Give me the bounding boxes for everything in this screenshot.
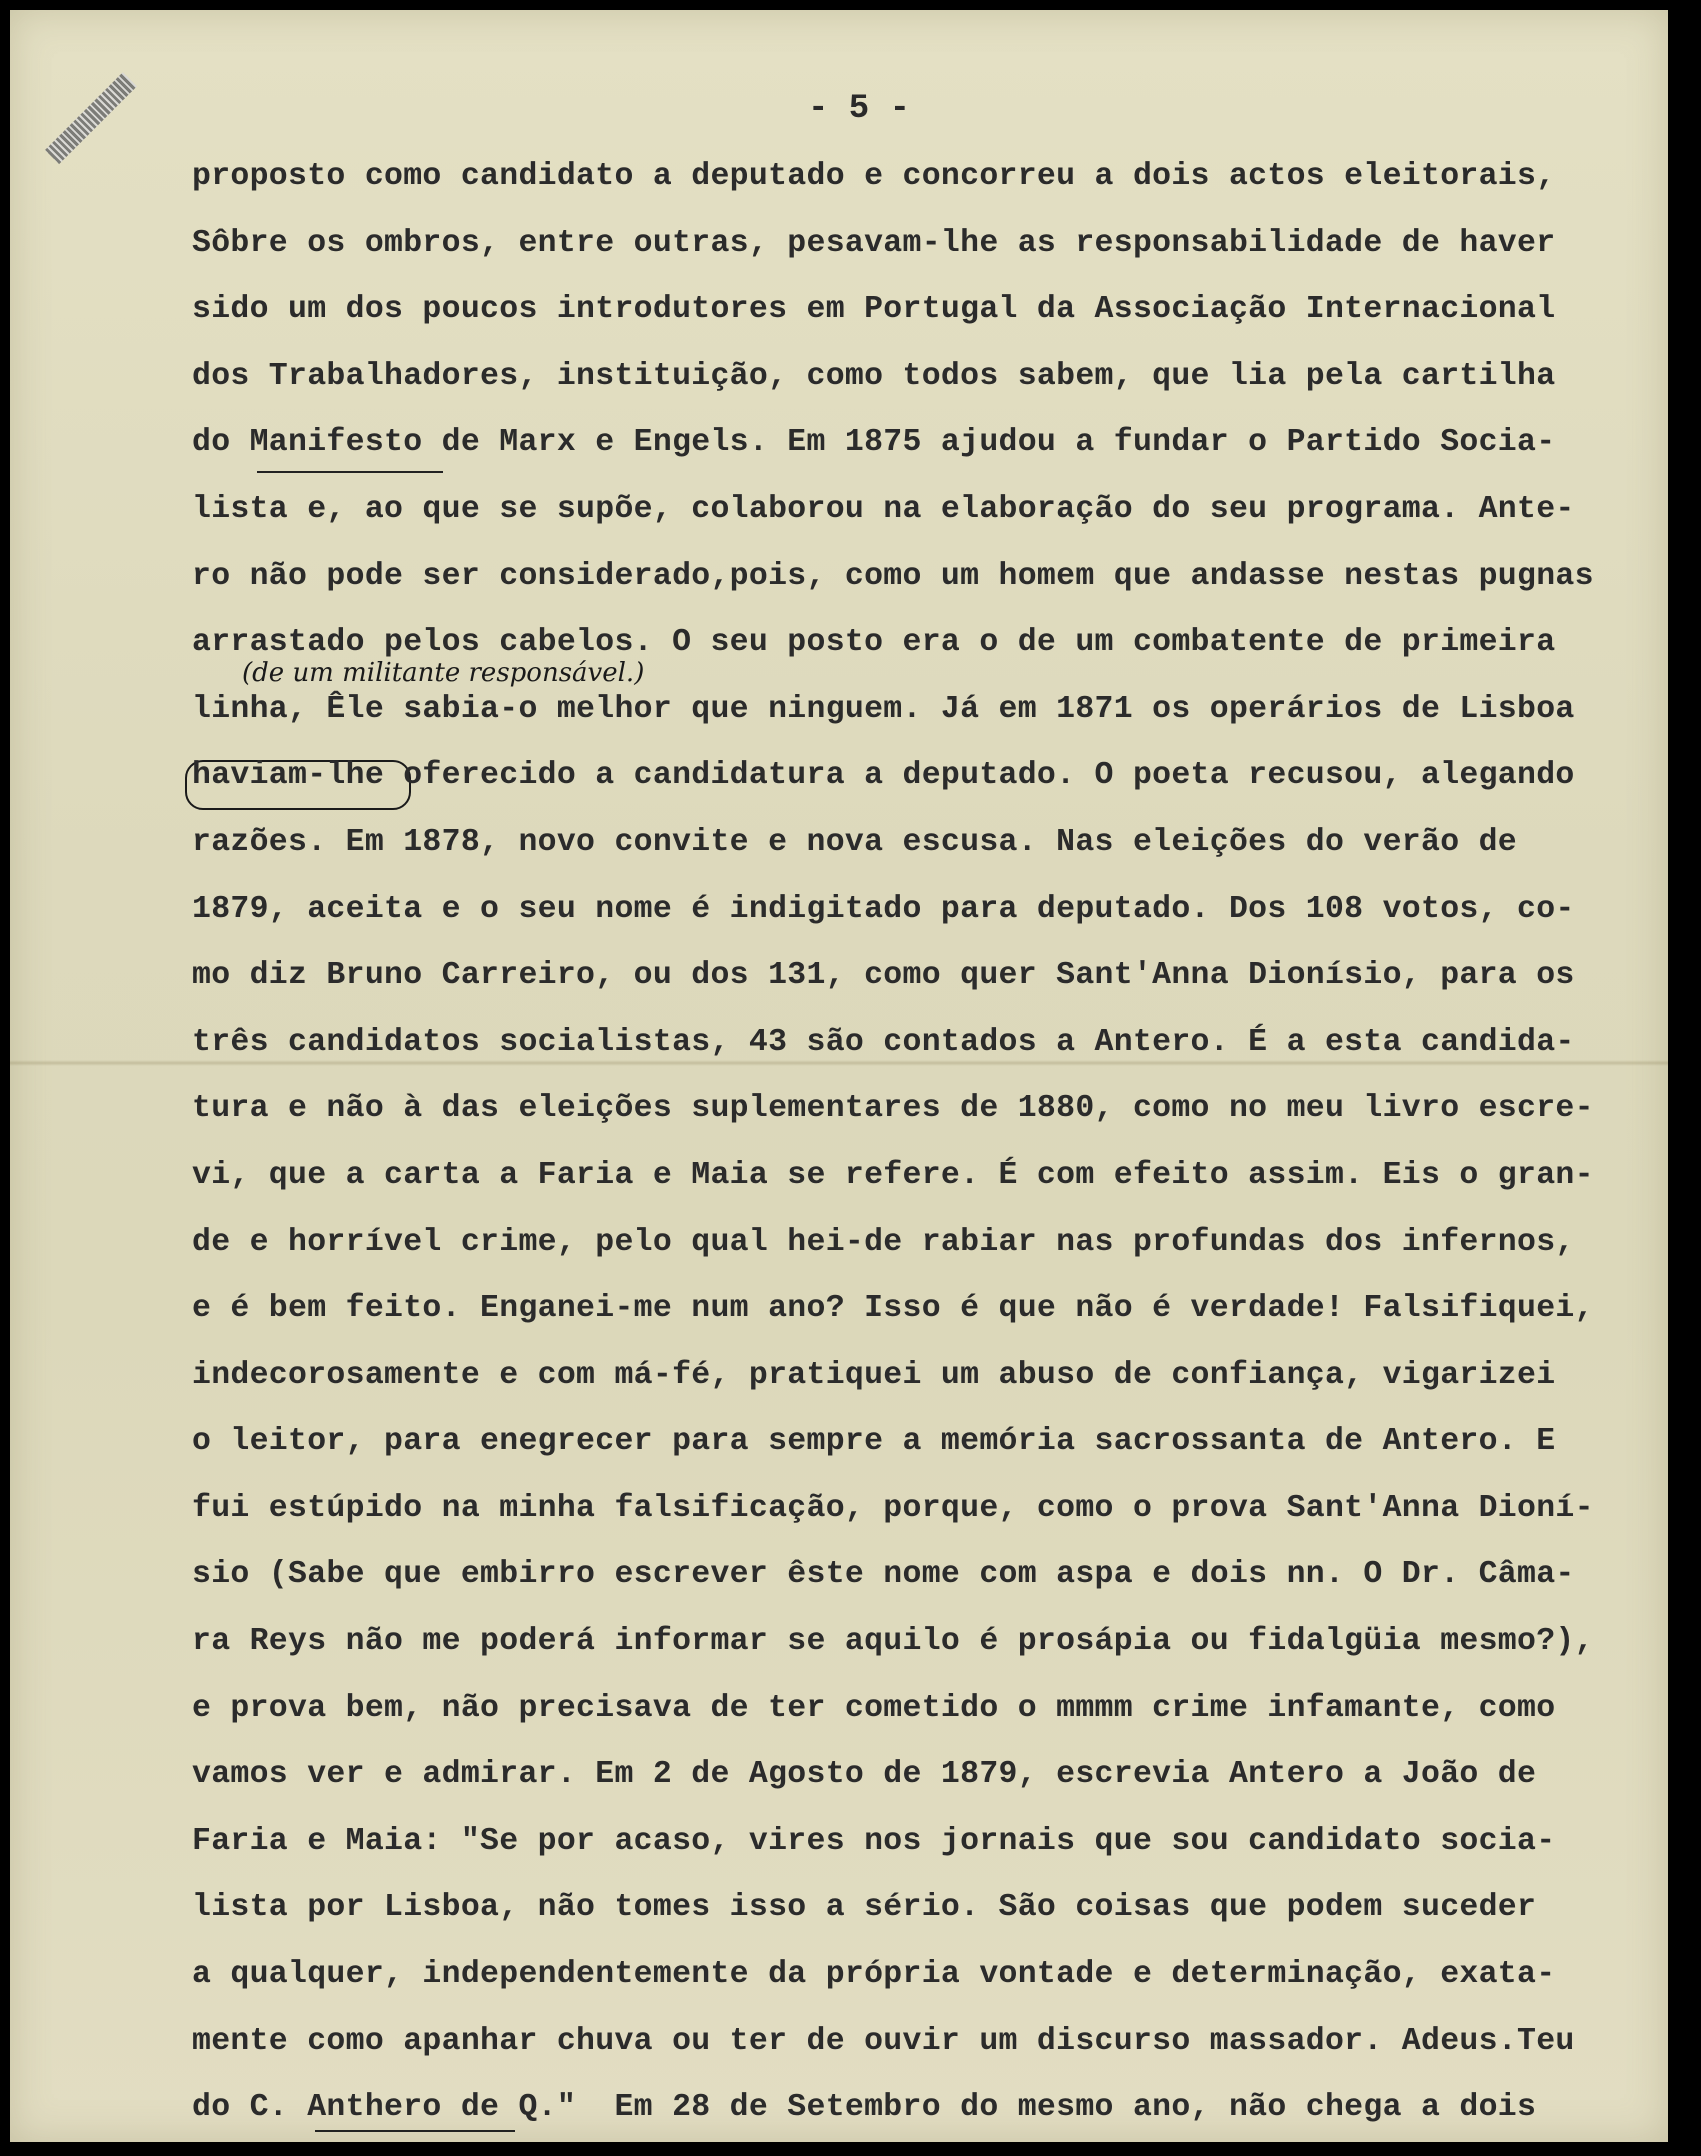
- text-line: proposto como candidato a deputado e concorreu a dois actos eleitorais,: [192, 159, 1556, 194]
- text-line: do C. Anthero de Q." Em 28 de Setembro do mesmo ano, não chega a dois: [192, 2090, 1537, 2126]
- text-line: sido um dos poucos introdutores em Portugal da Associação Internacional: [192, 292, 1556, 328]
- text-line: ra Reys não me poderá informar se aquilo é prosápia ou fidalgüia mesmo?),: [192, 1624, 1594, 1660]
- text-line: e prova bem, não precisava de ter cometido o mmmm crime infamante, como: [192, 1690, 1556, 1726]
- text-line: fui estúpido na minha falsificação, porque, como o prova Sant'Anna Dioní-: [192, 1490, 1594, 1526]
- text-line: tura e não à das eleições suplementares de 1880, como no meu livro escre-: [192, 1091, 1594, 1127]
- text-line: mo diz Bruno Carreiro, ou dos 131, como quer Sant'Anna Dionísio, para os: [192, 958, 1575, 994]
- text-line: 1879, aceita e o seu nome é indigitado para deputado. Dos 108 votos, co-: [192, 891, 1575, 927]
- text-line: sio (Sabe que embirro escrever êste nome com aspa e dois nn. O Dr. Câma-: [192, 1557, 1575, 1593]
- text-line: Faria e Maia: "Se por acaso, vires nos jornais que sou candidato socia-: [192, 1823, 1556, 1859]
- text-line: ro não pode ser considerado,pois, como um homem que andasse nestas pugnas: [192, 558, 1594, 594]
- document-page: [10, 10, 1668, 2142]
- text-line: dos Trabalhadores, instituição, como todos sabem, que lia pela cartilha: [192, 358, 1556, 394]
- text-line: e é bem feito. Enganei-me num ano? Isso é que não é verdade! Falsifiquei,: [192, 1291, 1594, 1327]
- text-line: lista e, ao que se supõe, colaborou na elaboração do seu programa. Ante-: [192, 491, 1575, 527]
- text-line: a qualquer, independentemente da própria vontade e determinação, exata-: [192, 1957, 1556, 1993]
- page-number: - 5 -: [807, 90, 911, 128]
- text-line: arrastado pelos cabelos. O seu posto era o de um combatente de primeira: [192, 625, 1556, 661]
- text-line: haviam-lhe oferecido a candidatura a deputado. O poeta recusou, alegando: [192, 758, 1575, 794]
- text-line: vi, que a carta a Faria e Maia se refere. É com efeito assim. Eis o gran-: [192, 1157, 1594, 1193]
- text-line: Sôbre os ombros, entre outras, pesavam-lhe as responsabilidade de haver: [192, 225, 1556, 261]
- text-line: de e horrível crime, pelo qual hei-de rabiar nas profundas dos infernos,: [192, 1224, 1575, 1260]
- text-line: razões. Em 1878, novo convite e nova escusa. Nas eleições do verão de: [192, 824, 1518, 860]
- text-line: mente como apanhar chuva ou ter de ouvir um discurso massador. Adeus.Teu: [192, 2023, 1575, 2059]
- text-line: o leitor, para enegrecer para sempre a memória sacrossanta de Antero. E: [192, 1424, 1556, 1460]
- text-line: três candidatos socialistas, 43 são contados a Antero. É a esta candida-: [192, 1024, 1575, 1060]
- text-line: indecorosamente e com má-fé, pratiquei um abuso de confiança, vigarizei: [192, 1357, 1556, 1393]
- text-line: do Manifesto de Marx e Engels. Em 1875 ajudou a fundar o Partido Socia-: [192, 425, 1556, 461]
- text-line: linha, Êle sabia-o melhor que ninguem. Já em 1871 os operários de Lisboa: [192, 691, 1575, 727]
- handwritten-annotation: (de um militante responsável.): [242, 658, 645, 688]
- text-line: vamos ver e admirar. Em 2 de Agosto de 1879, escrevia Antero a João de: [192, 1757, 1537, 1793]
- text-line: lista por Lisboa, não tomes isso a sério. São coisas que podem suceder: [192, 1890, 1537, 1926]
- typed-body-text: [192, 157, 1662, 2142]
